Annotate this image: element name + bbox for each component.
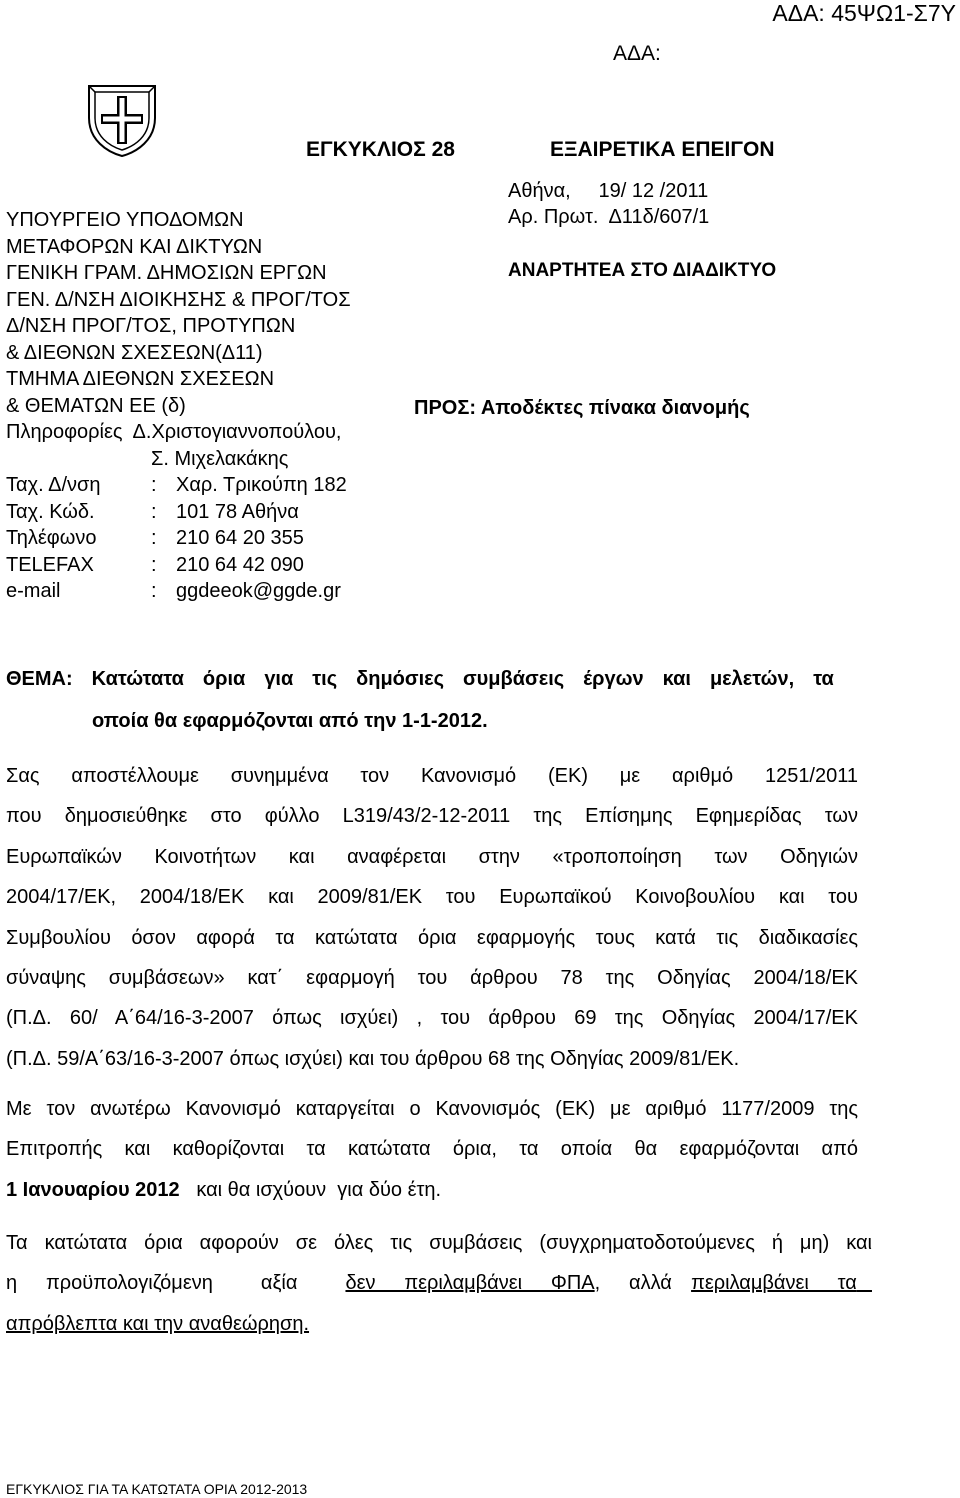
protocol-number: Αρ. Πρωτ. Δ11δ/607/1 [508, 206, 710, 228]
publish-notice: ΑΝΑΡΤΗΤΕΑ ΣΤΟ ΔΙΑΔΙΚΤΥΟ [508, 260, 777, 281]
contingencies-text: απρόβλεπτα και την αναθεώρηση. [6, 1312, 310, 1335]
field-key: TELEFAX [6, 553, 94, 576]
address-field [6, 472, 351, 499]
sender-line: Πληροφορίες Δ.Χριστογιαννοπούλου, [6, 421, 342, 443]
sender-line: ΤΜΗΜΑ ΔΙΕΘΝΩΝ ΣΧΕΣΕΩΝ [6, 368, 275, 390]
paragraph-text: η προϋπολογιζόμενη αξία [6, 1272, 298, 1295]
paragraph-line [6, 1304, 872, 1344]
field-colon: : [151, 500, 157, 523]
subject-word: και [662, 668, 691, 690]
subject-word: τα [813, 668, 834, 690]
paragraph-line: 2004/17/ΕΚ, 2004/18/ΕΚ και 2009/81/ΕΚ του Ευρωπαϊκού Κοινοβουλίου και του [6, 886, 858, 909]
sender-line: Δ/ΝΣΗ ΠΡΟΓ/ΤΟΣ, ΠΡΟΤΥΠΩΝ [6, 315, 296, 337]
ada-number: ΑΔΑ: 45ΨΩ1-Σ7Υ [772, 0, 956, 26]
field-value: 210 64 42 090 [176, 553, 304, 576]
greek-coat-of-arms-icon [85, 82, 159, 158]
paragraph-line: σύναψης συμβάσεων» κατ΄ εφαρμογή του άρθρου 78 της Οδηγίας 2004/18/ΕΚ [6, 966, 858, 989]
recipients-line: ΠΡΟΣ: Αποδέκτες πίνακα διανομής [414, 397, 750, 419]
field-key: Τηλέφωνο [6, 527, 97, 549]
subject-word: ΘΕΜΑ: [6, 668, 73, 690]
ada-label: ΑΔΑ: [613, 42, 661, 65]
subject-line [6, 668, 834, 691]
field-key: e-mail [6, 580, 61, 602]
subject-word: έργων [583, 668, 644, 690]
paragraph-line: Επιτροπής και καθορίζονται τα κατώτατα όρια, τα οποία θα εφαρμόζονται από [6, 1138, 858, 1161]
page-footer: ΕΓΚΥΚΛΙΟΣ ΓΙΑ ΤΑ ΚΑΤΩΤΑΤΑ ΟΡΙΑ 2012-2013 [6, 1481, 308, 1497]
body-paragraph-1 [6, 756, 858, 1079]
subject-word: για [264, 668, 294, 690]
field-key: Ταχ. Κώδ. [6, 500, 95, 523]
sender-line: ΥΠΟΥΡΓΕΙΟ ΥΠΟΔΟΜΩΝ [6, 209, 244, 231]
subject-word: μελετών, [709, 668, 795, 690]
effective-date: 1 Ιανουαρίου 2012 [6, 1178, 180, 1201]
sender-block [6, 207, 351, 605]
email-value: ggdeeok@ggde.gr [176, 580, 341, 602]
field-value: 101 78 Αθήνα [176, 500, 299, 523]
fax-field [6, 552, 351, 579]
paragraph-line: Ευρωπαϊκών Κοινοτήτων και αναφέρεται στην «τροποποίηση των Οδηγιών [6, 845, 858, 868]
sender-line: ΓΕΝΙΚΗ ΓΡΑΜ. ΔΗΜΟΣΙΩΝ ΕΡΓΩΝ [6, 262, 327, 284]
paragraph-line: Τα κατώτατα όρια αφορούν σε όλες τις συμβάσεις (συγχρηματοδοτούμενες ή μη) και [6, 1232, 872, 1254]
field-colon: : [151, 580, 157, 602]
sender-line: & ΔΙΕΘΝΩΝ ΣΧΕΣΕΩΝ(Δ11) [6, 341, 263, 364]
paragraph-line: που δημοσιεύθηκε στο φύλλο L319/43/2-12-2011 της Επίσημης Εφημερίδας των [6, 805, 858, 828]
subject-word: όρια [202, 668, 246, 690]
sender-line: ΓΕΝ. Δ/ΝΣΗ ΔΙΟΙΚΗΣΗΣ & ΠΡΟΓ/ΤΟΣ [6, 288, 351, 311]
circular-number: ΕΓΚΥΚΛΙΟΣ 28 [306, 138, 455, 161]
sender-line: & ΘΕΜΑΤΩΝ ΕΕ (δ) [6, 394, 186, 417]
paragraph-line [6, 1170, 858, 1210]
field-colon: : [151, 527, 157, 549]
info-contact-continued: Σ. Μιχελακάκης [151, 447, 289, 470]
field-key: Ταχ. Δ/νση [6, 474, 101, 496]
field-colon: : [151, 474, 157, 496]
subject-word: Κατώτατα [91, 668, 184, 690]
phone-field [6, 525, 351, 552]
includes-text: περιλαμβάνει τα [691, 1272, 857, 1295]
field-value: 210 64 20 355 [176, 527, 304, 549]
vat-excluded-text: δεν περιλαμβάνει ΦΠΑ [345, 1272, 595, 1295]
paragraph-text: και θα ισχύουν για δύο έτη. [179, 1178, 442, 1201]
subject-word: τις [312, 668, 338, 690]
sender-line: ΜΕΤΑΦΟΡΩΝ ΚΑΙ ΔΙΚΤΥΩΝ [6, 235, 263, 258]
urgency-label: ΕΞΑΙΡΕΤΙΚΑ ΕΠΕΙΓΟΝ [550, 138, 775, 161]
document-date: Αθήνα, 19/ 12 /2011 [508, 180, 709, 202]
body-paragraph-2 [6, 1089, 858, 1210]
email-field [6, 578, 351, 605]
field-value: Χαρ. Τρικούπη 182 [176, 474, 347, 496]
subject-word: δημόσιες [356, 668, 445, 690]
postcode-field [6, 499, 351, 526]
paragraph-line: (Π.Δ. 60/ Α΄64/16-3-2007 όπως ισχύει) , του άρθρου 69 της Οδηγίας 2004/17/ΕΚ [6, 1007, 858, 1030]
body-paragraph-3 [6, 1223, 872, 1344]
paragraph-line: Σας αποστέλλουμε συνημμένα τον Κανονισμό (ΕΚ) με αριθμό 1251/2011 [6, 765, 858, 787]
field-colon: : [151, 553, 157, 576]
paragraph-line: Με τον ανωτέρω Κανονισμό καταργείται ο Κανονισμός (ΕΚ) με αριθμό 1177/2009 της [6, 1098, 858, 1120]
paragraph-line: Συμβουλίου όσον αφορά τα κατώτατα όρια εφαρμογής τους κατά τις διαδικασίες [6, 926, 858, 949]
subject-line-2: οποία θα εφαρμόζονται από την 1-1-2012. [92, 710, 488, 732]
subject-word: συμβάσεις [462, 668, 565, 690]
paragraph-text: , αλλά [594, 1272, 672, 1295]
paragraph-line [6, 1263, 872, 1303]
paragraph-line: (Π.Δ. 59/Α΄63/16-3-2007 όπως ισχύει) και του άρθρου 68 της Οδηγίας 2009/81/ΕΚ. [6, 1047, 740, 1070]
